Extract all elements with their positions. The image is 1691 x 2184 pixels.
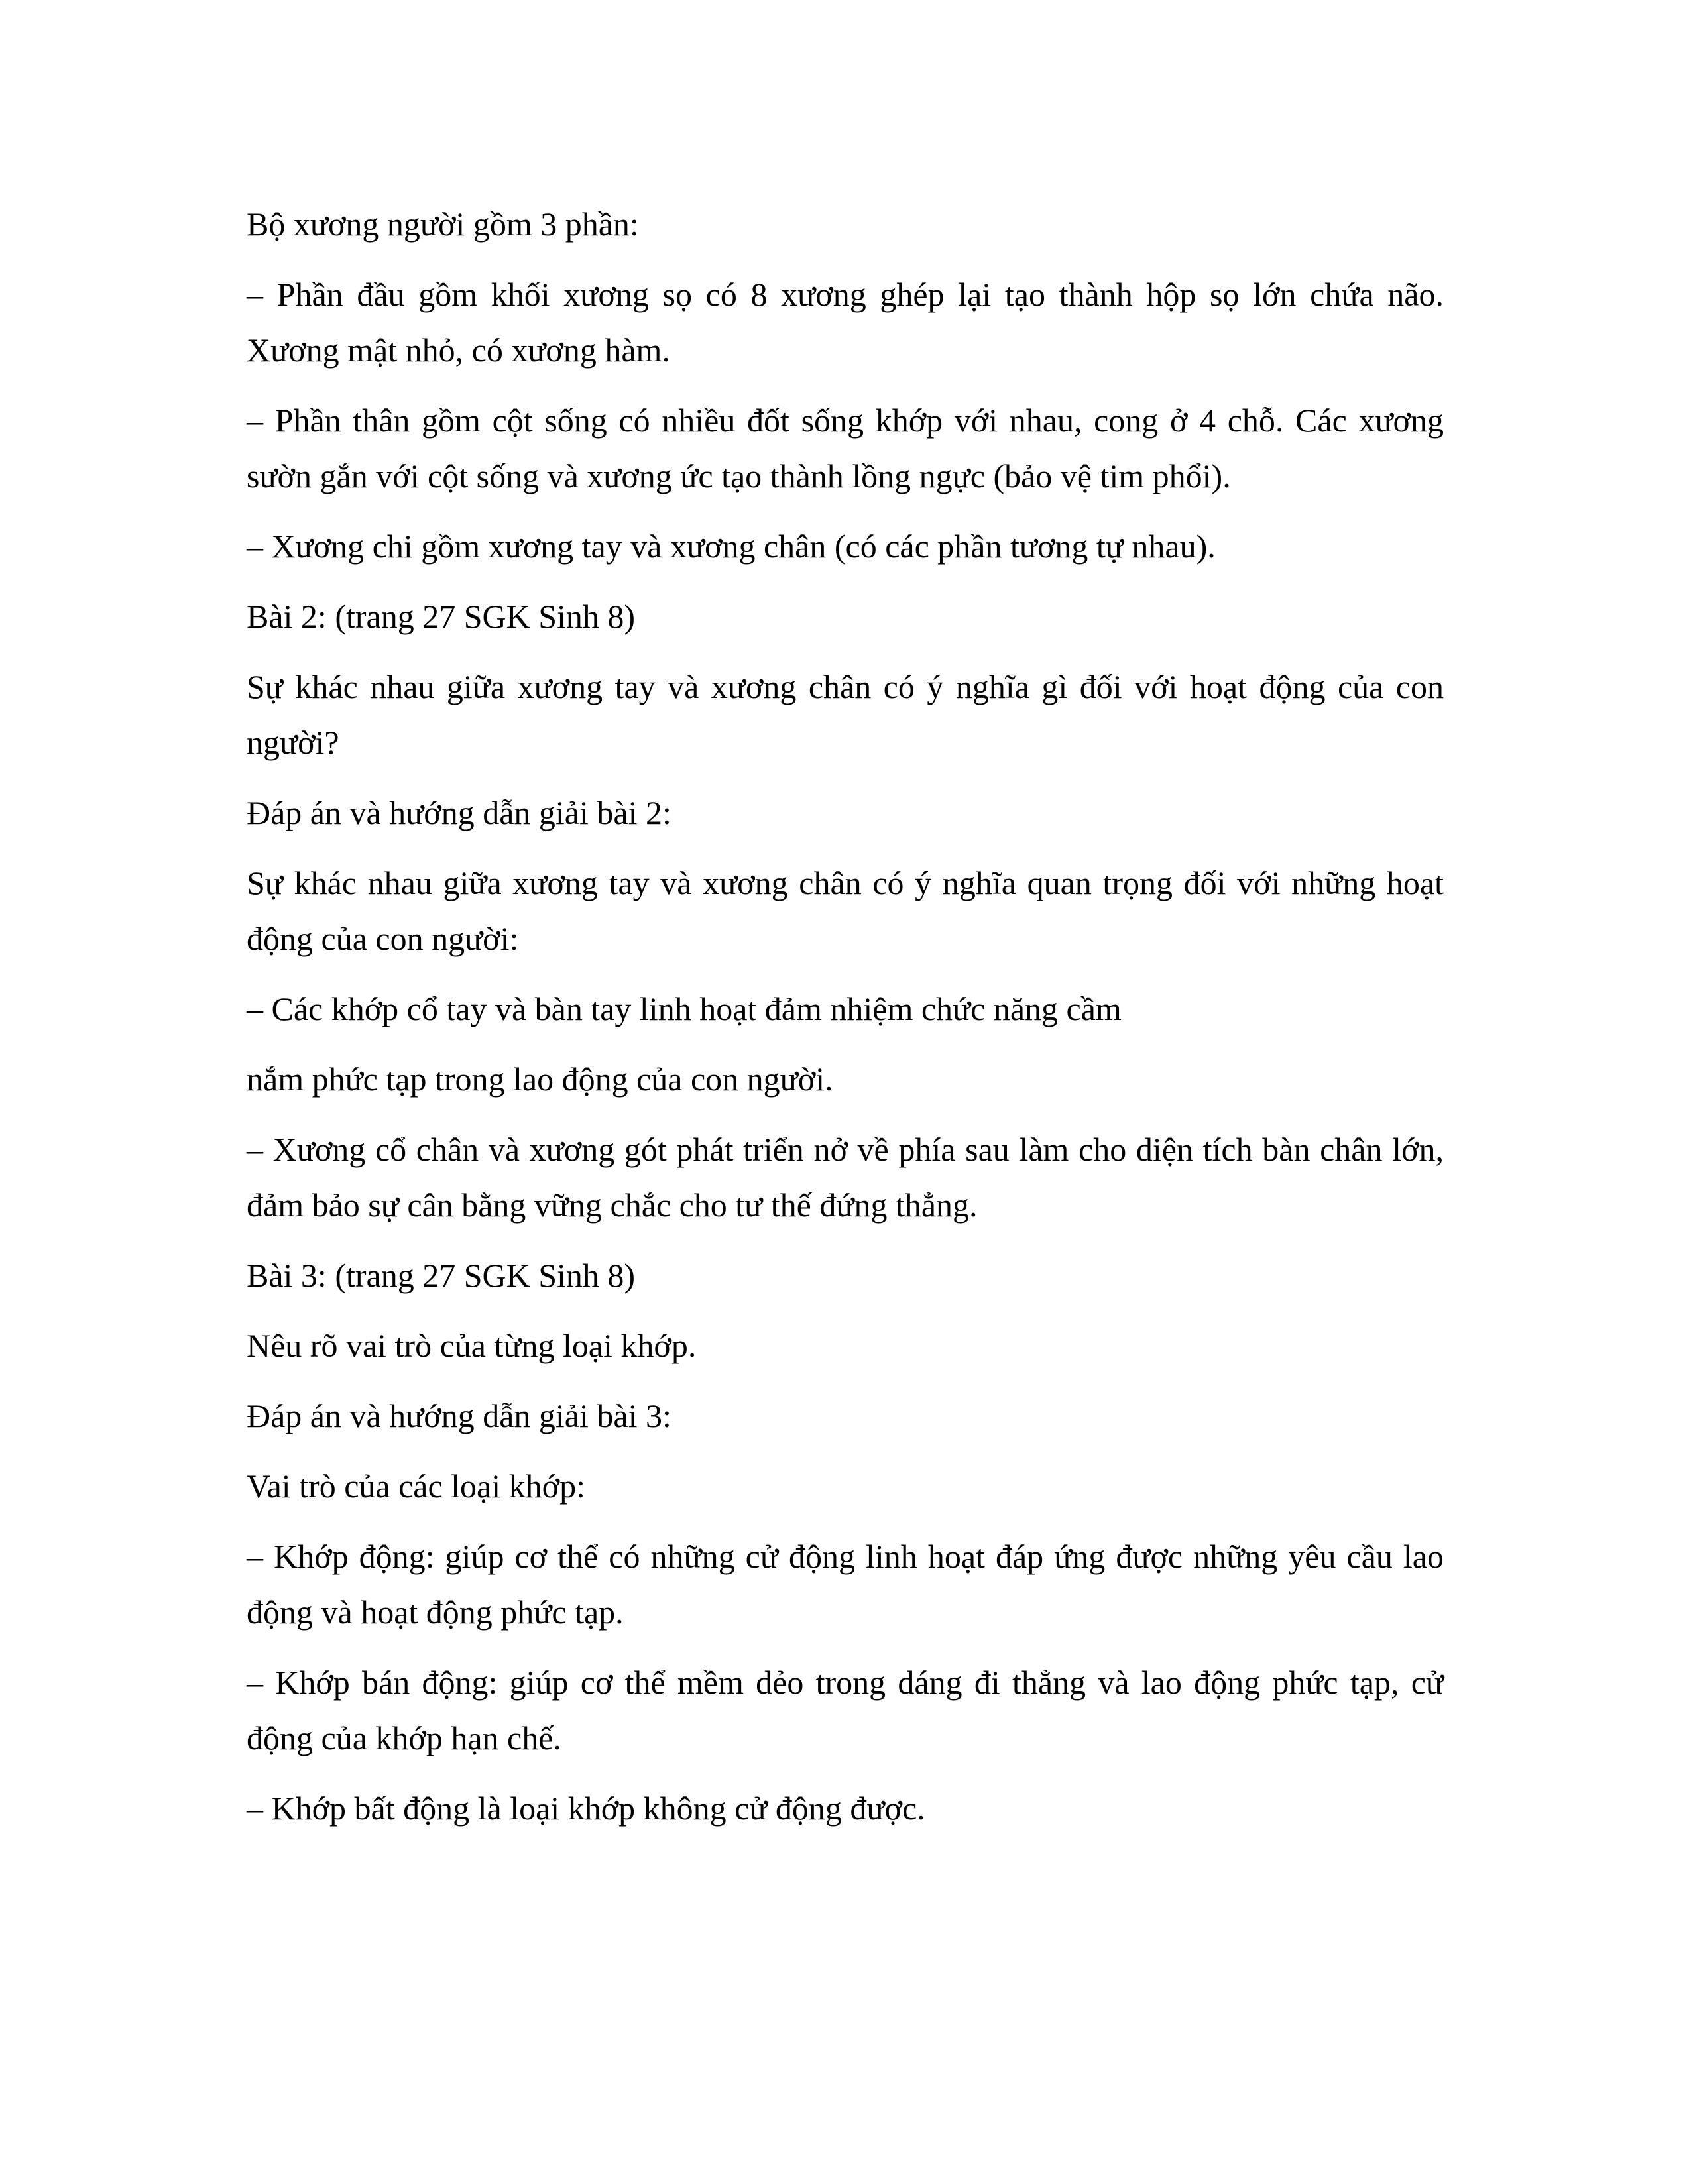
- exercise-2-heading: Bài 2: (trang 27 SGK Sinh 8): [247, 598, 636, 635]
- exercise-2-answer-intro: Sự khác nhau giữa xương tay và xương chân có ý nghĩa quan trọng đối với những hoạt động của con người:: [247, 864, 1444, 957]
- exercise-3-answer-intro: Vai trò của các loại khớp:: [247, 1467, 585, 1505]
- exercise-3-answer-heading: Đáp án và hướng dẫn giải bài 3:: [247, 1397, 671, 1434]
- paragraph-trunk-part: – Phần thân gồm cột sống có nhiều đốt sống khớp với nhau, cong ở 4 chỗ. Các xương sườn gắn với cột sống và xương ức tạo thành lồng ngực (bảo vệ tim phổi).: [247, 402, 1444, 494]
- exercise-2-answer-hand: – Các khớp cổ tay và bàn tay linh hoạt đảm nhiệm chức năng cầm: [247, 990, 1122, 1027]
- exercise-2-answer-heading: Đáp án và hướng dẫn giải bài 2:: [247, 794, 671, 831]
- exercise-3-answer-movable-joint: – Khớp động: giúp cơ thể có những cử động linh hoạt đáp ứng được những yêu cầu lao động và hoạt động phức tạp.: [247, 1538, 1444, 1631]
- exercise-3-answer-immovable-joint: – Khớp bất động là loại khớp không cử động được.: [247, 1790, 925, 1827]
- exercise-2-answer-hand-continued: nắm phức tạp trong lao động của con người.: [247, 1061, 833, 1098]
- paragraph-skeleton-intro: Bộ xương người gồm 3 phần:: [247, 205, 639, 243]
- exercise-3-heading: Bài 3: (trang 27 SGK Sinh 8): [247, 1257, 636, 1294]
- exercise-2-question: Sự khác nhau giữa xương tay và xương chân có ý nghĩa gì đối với hoạt động của con người?: [247, 668, 1444, 761]
- exercise-3-question: Nêu rõ vai trò của từng loại khớp.: [247, 1327, 697, 1364]
- paragraph-head-part: – Phần đầu gồm khối xương sọ có 8 xương ghép lại tạo thành hộp sọ lớn chứa não. Xương mật nhỏ, có xương hàm.: [247, 276, 1444, 369]
- document-body: [247, 196, 1444, 1851]
- paragraph-limb-part: – Xương chi gồm xương tay và xương chân (có các phần tương tự nhau).: [247, 528, 1216, 565]
- exercise-2-answer-foot: – Xương cổ chân và xương gót phát triển nở về phía sau làm cho diện tích bàn chân lớn, đảm bảo sự cân bằng vững chắc cho tư thế đứng thẳng.: [247, 1131, 1444, 1224]
- exercise-3-answer-semi-movable-joint: – Khớp bán động: giúp cơ thể mềm dẻo trong dáng đi thẳng và lao động phức tạp, cử động của khớp hạn chế.: [247, 1664, 1444, 1756]
